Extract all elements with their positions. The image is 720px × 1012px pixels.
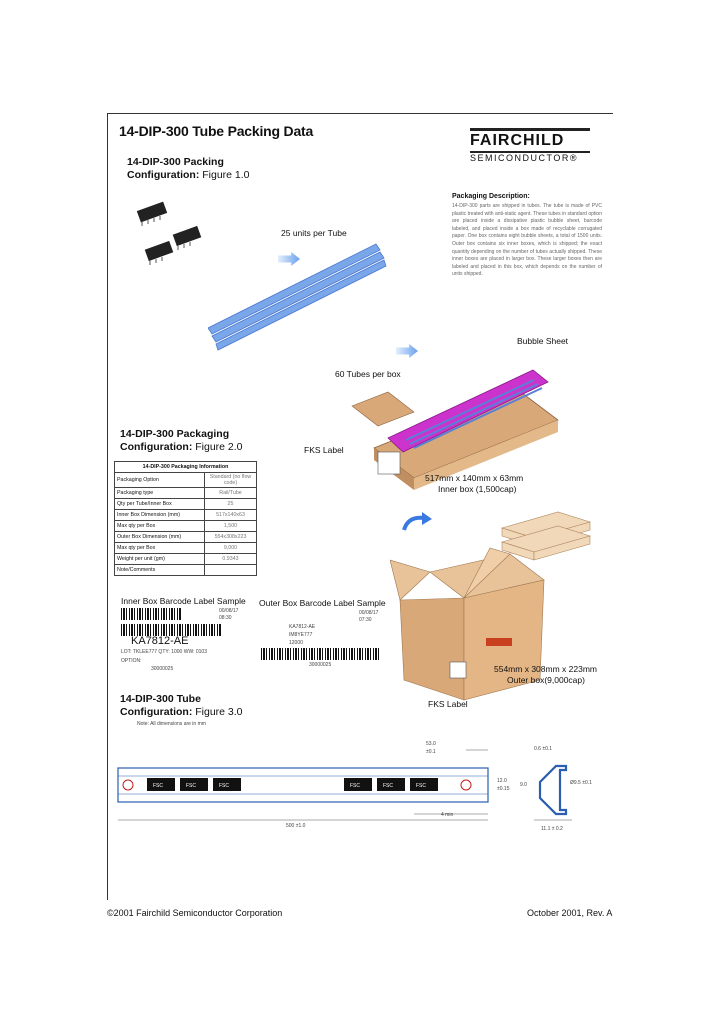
section2-heading: 14-DIP-300 Packaging Configuration: Figure 2.0	[120, 428, 243, 453]
inner-box-capacity: Inner box (1,500cap)	[438, 484, 517, 494]
dim-d4: ±0.15	[497, 786, 510, 792]
svg-text:FSC: FSC	[416, 783, 426, 789]
dim-total: 500 ±1.0	[286, 823, 306, 829]
dim-d3: 12.0	[497, 778, 507, 784]
dim-d1: 53.0	[426, 741, 436, 747]
logo-sub: SEMICONDUCTOR®	[470, 151, 590, 164]
svg-text:FSC: FSC	[350, 783, 360, 789]
packaging-info-table	[114, 461, 257, 576]
table-row: Max qty per Box 9,000	[115, 543, 257, 554]
tubes-illustration	[208, 236, 388, 356]
outer-box-dimension: 554mm x 308mm x 223mm	[494, 664, 597, 674]
tubes-per-box: 60 Tubes per box	[335, 369, 401, 379]
tube-drawing	[114, 738, 514, 838]
svg-text:FSC: FSC	[219, 783, 229, 789]
inner-label-heading: Inner Box Barcode Label Sample	[121, 596, 246, 606]
inner-box-dimension: 517mm x 140mm x 63mm	[425, 473, 524, 483]
table-row: Note/Comments	[115, 565, 257, 576]
dim-d6: Ø9.5 ±0.1	[570, 780, 592, 786]
bubble-sheet-label: Bubble Sheet	[517, 336, 569, 346]
units-per-tube: 25 units per Tube	[281, 228, 347, 238]
outer-box-capacity: Outer box(9,000cap)	[507, 675, 585, 685]
fks-label-callout: FKS Label	[304, 445, 344, 455]
table-row: Outer Box Dimension (mm) 554x308x223	[115, 532, 257, 543]
table-row: Inner Box Dimension (mm) 517x140x63	[115, 510, 257, 521]
table-row: Max qty per Box 1,500	[115, 521, 257, 532]
dim-d5: 4 min	[441, 812, 454, 818]
dim-d9: 9.0	[520, 782, 527, 788]
packaging-description-text: 14-DIP-300 parts are shipped in tubes. The tube is made of PVC plastic treated with anti-static agent. These tubes in standard option are placed inside a dissipative plastic bubble sheet, barcode labeled, and placed inside a box made of recyclable corrugated paper. One box contains eight bubble sheets, a total of 1500 units. Outer box contains six inner boxes, which is shipped; the exact quantity depending on the number of tubes actually shipped. These inner boxes are placed in larger box. These larger boxes then are labeled and placed in this box, which depends on the number of units shipped.	[452, 203, 602, 278]
footer-revision: October 2001, Rev. A	[527, 908, 613, 918]
svg-text:FSC: FSC	[383, 783, 393, 789]
fairchild-logo	[470, 128, 590, 162]
outer-label-sample: 00/08/17 07:30 KA7812-AE IM8YE777 12000 30000025	[259, 610, 389, 670]
table-row: Qty per Tube/Inner Box 25	[115, 499, 257, 510]
page-title: 14-DIP-300 Tube Packing Data	[119, 123, 314, 139]
fks-label-callout: FKS Label	[428, 699, 468, 709]
footer-copyright: ©2001 Fairchild Semiconductor Corporation	[107, 908, 283, 918]
outer-label-heading: Outer Box Barcode Label Sample	[259, 598, 386, 608]
logo-word: FAIRCHILD	[470, 132, 565, 149]
dimension-note: Note: All dimensions are in mm	[137, 721, 206, 727]
dim-d8: 0.6 ±0.1	[534, 746, 553, 752]
svg-text:FSC: FSC	[153, 783, 163, 789]
section3-heading: 14-DIP-300 Tube Configuration: Figure 3.0	[120, 693, 243, 718]
svg-text:FSC: FSC	[186, 783, 196, 789]
table-row: Packaging type Rail/Tube	[115, 488, 257, 499]
curved-arrow-icon	[400, 512, 434, 536]
section1-heading: 14-DIP-300 Packing Configuration: Figure 1.0	[127, 156, 250, 181]
dim-d2: ±0.1	[426, 749, 436, 755]
dim-d7: 11.1 ± 0.2	[541, 826, 563, 832]
packaging-description-heading: Packaging Description:	[452, 193, 530, 200]
table-row: Packaging Option Standard (no flow code)	[115, 473, 257, 488]
tube-cross-section	[528, 752, 588, 824]
table-title: 14-DIP-300 Packaging Information	[115, 462, 257, 473]
inner-label-sample: 00/08/17 08:30 KA7812-AE LOT: TKLEE777 QTY: 1000 WW: 0103 OPTION: 30000025	[121, 608, 239, 672]
table-row: Weight per unit (gm) 0.9343	[115, 554, 257, 565]
ic-chips-illustration	[134, 200, 204, 272]
